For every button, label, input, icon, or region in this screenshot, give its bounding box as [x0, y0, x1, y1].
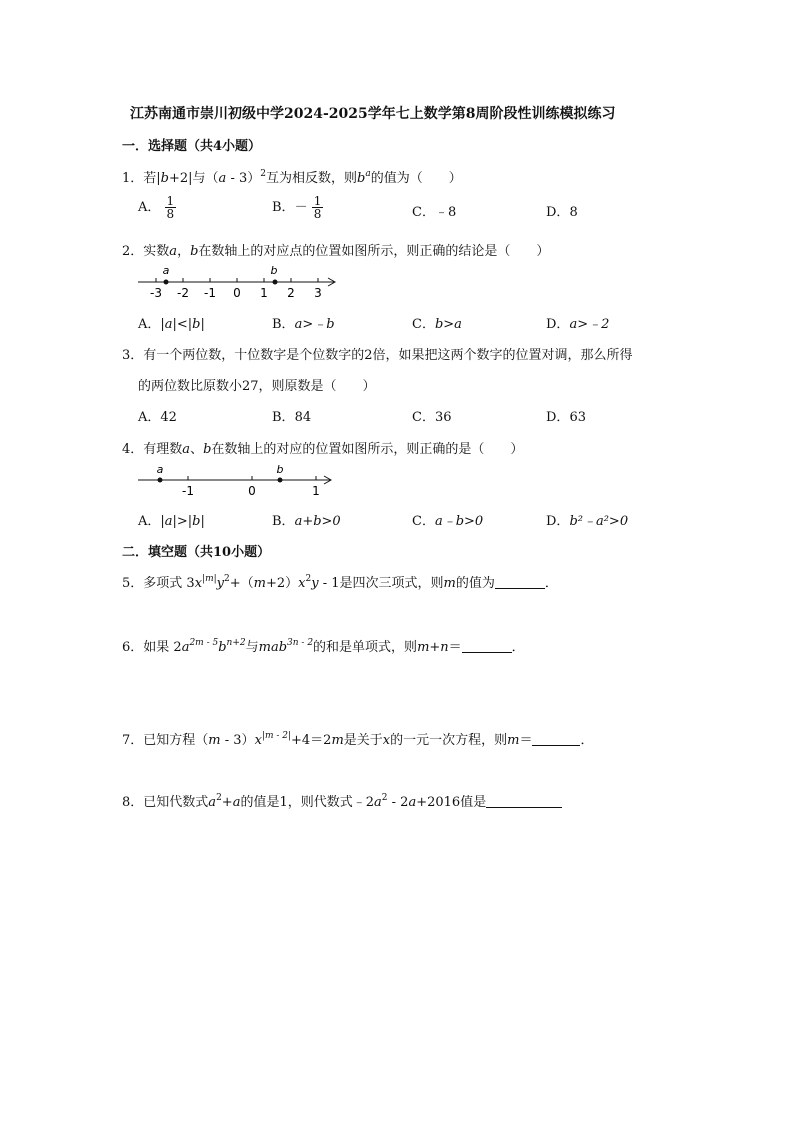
answer-blank[interactable]: [462, 640, 512, 653]
question-number: 3．: [122, 348, 144, 363]
section-heading-choice: 一．选择题（共4小题）: [122, 139, 262, 154]
question-8: 8．已知代数式$a^2+a$的值是1，则代数式$﹣2a^2 - 2a+2016$值是: [122, 791, 562, 810]
question-5: 5．多项式 $3x^{|m|}y^2+(m+2)x^2y - 1$是四次三项式，则m的值为 ．: [122, 574, 558, 591]
section-heading-fill: 二．填空题（共10小题）: [122, 545, 271, 560]
point-b-label: b: [276, 463, 284, 476]
point-b: [278, 478, 283, 483]
point-a-label: a: [162, 264, 170, 277]
fraction: $\frac{1}{8}$: [313, 194, 322, 221]
question-3-line2: 的两位数比原数小27，则原数是（ ）: [138, 379, 376, 394]
q4-option-a[interactable]: A．|a|>|b|: [138, 514, 205, 529]
q1-option-b[interactable]: B．－ $\frac{1}{8}$: [272, 194, 322, 221]
tick-label: -1: [182, 484, 194, 498]
tick-label: 3: [314, 286, 322, 300]
tick-label: 0: [233, 286, 241, 300]
point-a: [158, 478, 163, 483]
question-number: 6．: [122, 640, 144, 655]
q4-option-b[interactable]: B．a+b>0: [272, 514, 341, 529]
point-b: [273, 280, 278, 285]
page-title: 江苏南通市崇川初级中学2024-2025学年七上数学第8周阶段性训练模拟练习: [130, 106, 616, 122]
number-line-q2: [136, 262, 342, 302]
q1-option-a[interactable]: A． $\frac{1}{8}$: [138, 194, 175, 221]
question-1: 1．若|b+2|与（a - 3）$^2$互为相反数，则$b^a$的值为（ ）: [122, 169, 462, 186]
tick-label: 1: [260, 286, 268, 300]
question-2: 2．实数a，b在数轴上的对应点的位置如图所示，则正确的结论是（ ）: [122, 244, 550, 259]
question-7: 7．已知方程$(m - 3)x^{|m - 2|}+4=2m$是关于x的一元一次方程，则m＝ ．: [122, 731, 594, 748]
number-line-q4: [136, 462, 338, 500]
tick-label: 2: [287, 286, 295, 300]
question-number: 7．: [122, 733, 144, 748]
q3-option-b[interactable]: B．84: [272, 410, 312, 425]
fraction: $\frac{1}{8}$: [166, 194, 175, 221]
answer-blank[interactable]: [532, 733, 580, 746]
axis-ticks: [188, 476, 316, 480]
question-4: 4．有理数a、b在数轴上的对应的位置如图所示，则正确的是（ ）: [122, 442, 524, 457]
question-number: 5．: [122, 576, 144, 591]
q1-option-d[interactable]: D．8: [546, 205, 578, 220]
question-6: 6．如果 $2a^{2m - 5}b^{n+2}$与mab$^{3n - 2}$的和是单项式，则m+n＝ ．: [122, 638, 525, 655]
tick-label: -1: [204, 286, 216, 300]
q3-option-d[interactable]: D．63: [546, 410, 586, 425]
question-number: 4．: [122, 442, 144, 457]
point-a: [164, 280, 169, 285]
question-number: 2．: [122, 244, 144, 259]
answer-blank[interactable]: [486, 795, 562, 808]
q2-option-b[interactable]: B．a>﹣b: [272, 317, 335, 332]
question-number: 1．: [122, 171, 144, 186]
question-number: 8．: [122, 795, 144, 810]
tick-label: 1: [312, 484, 320, 498]
q2-option-a[interactable]: A．|a|<|b|: [138, 317, 205, 332]
axis-ticks: [156, 278, 318, 282]
q1-option-c[interactable]: C．﹣8: [412, 205, 457, 220]
tick-label: -2: [177, 286, 189, 300]
tick-label: 0: [248, 484, 256, 498]
point-b-label: b: [270, 264, 278, 277]
q4-option-c[interactable]: C．a﹣b>0: [412, 514, 484, 529]
q2-option-c[interactable]: C．b>a: [412, 317, 462, 332]
tick-label: -3: [150, 286, 162, 300]
question-3: 3．有一个两位数，十位数字是个位数字的2倍，如果把这两个数字的位置对调，那么所得: [122, 348, 633, 363]
q2-option-d[interactable]: D．a>﹣2: [546, 317, 610, 332]
point-a-label: a: [156, 463, 164, 476]
answer-blank[interactable]: [495, 576, 545, 589]
q4-option-d[interactable]: D．b²﹣a²>0: [546, 514, 629, 529]
q3-option-c[interactable]: C．36: [412, 410, 452, 425]
q3-option-a[interactable]: A．42: [138, 410, 177, 425]
